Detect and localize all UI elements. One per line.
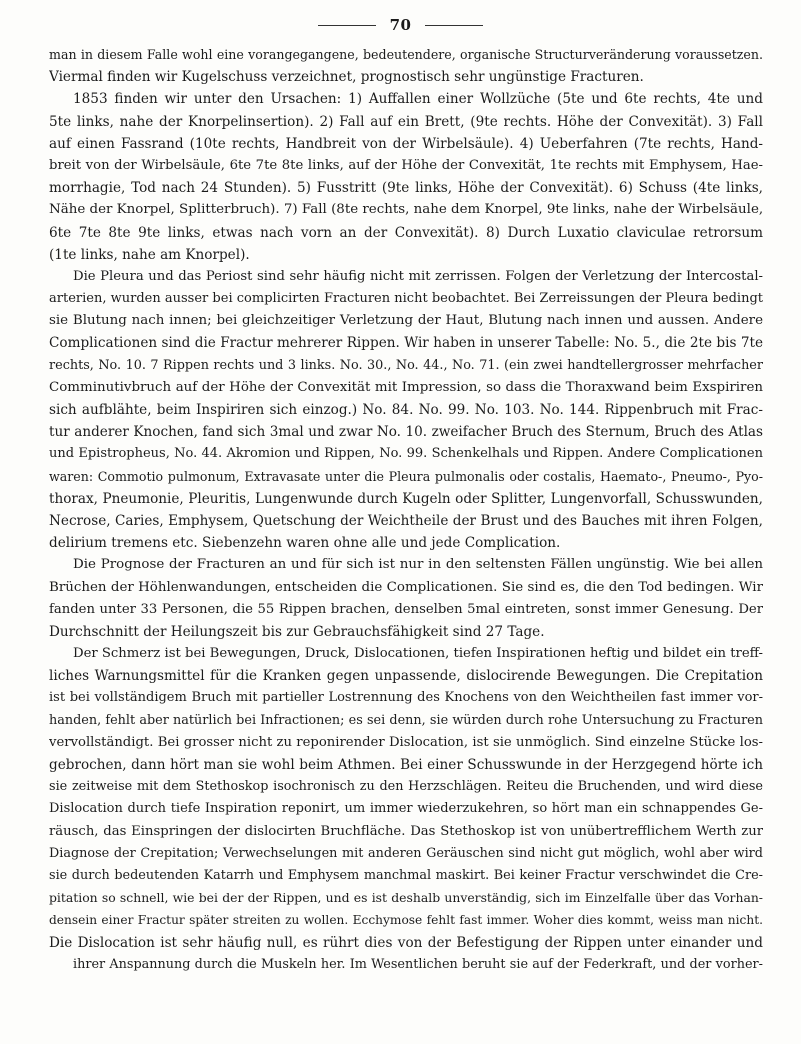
text-line: man in diesem Falle wohl eine vorangegangene, bedeutendere, organische Structurveränderung voraussetzen.: [49, 47, 763, 62]
text-line: 1853 finden wir unter den Ursachen: 1) Auffallen einer Wollzüche (5te und 6te rechts, 4te und: [73, 91, 763, 108]
text-line: gebrochen, dann hört man sie wohl beim Athmen. Bei einer Schusswunde in der Herzgegend hörte ich: [49, 757, 763, 773]
text-line: delirium tremens etc. Siebenzehn waren ohne alle und jede Complication.: [49, 535, 561, 552]
text-line: rechts, No. 10. 7 Rippen rechts und 3 links. No. 30., No. 44., No. 71. (ein zwei handtellergrosser mehrfacher: [49, 357, 763, 373]
text-line: 6te 7te 8te 9te links, etwas nach vorn an der Convexität). 8) Durch Luxatio claviculae retrorsum: [49, 224, 763, 241]
text-line: Brüchen der Höhlenwandungen, entscheiden die Complicationen. Sie sind es, die den Tod bedingen. Wir: [49, 579, 763, 595]
text-line: Viermal finden wir Kugelschuss verzeichnet, prognostisch sehr ungünstige Fracturen.: [49, 69, 644, 86]
text-line: Dislocation durch tiefe Inspiration reponirt, um immer wiederzukehren, so hört man ein schnappendes Ge-: [49, 801, 763, 817]
text-line: sich aufblähte, beim Inspiriren sich einzog.) No. 84. No. 99. No. 103. No. 144. Rippenbruch mit Frac-: [49, 402, 763, 418]
text-line: räusch, das Einspringen der dislocirten Bruchfläche. Das Stethoskop ist von unübertrefflichem Werth zur: [49, 823, 763, 839]
header-rule-left: [318, 25, 376, 26]
text-line: pitation so schnell, wie bei der der Rippen, und es ist deshalb unverständig, sich im Einzelfalle über das Vorhan-: [49, 890, 763, 906]
text-line: Die Pleura und das Periost sind sehr häufig nicht mit zerrissen. Folgen der Verletzung der Intercostal-: [73, 268, 763, 284]
text-line: Comminutivbruch auf der Höhe der Convexität mit Impression, so dass die Thoraxwand beim Exspiriren: [49, 379, 763, 395]
text-line: Nähe der Knorpel, Splitterbruch). 7) Fall (8te rechts, nahe dem Knorpel, 9te links, nahe der Wirbelsäule,: [49, 202, 763, 218]
text-line: Die Dislocation ist sehr häufig null, es rührt dies von der Befestigung der Rippen unter einander und: [49, 934, 763, 951]
text-line: und Epistropheus, No. 44. Akromion und Rippen, No. 99. Schenkelhals und Rippen. Andere Complicationen: [49, 446, 763, 462]
text-line: vervollständigt. Bei grosser nicht zu reponirender Dislocation, ist sie unmöglich. Sind einzelne Stücke los-: [49, 734, 763, 750]
text-line: ihrer Anspannung durch die Muskeln her. Im Wesentlichen beruht sie auf der Federkraft, und der vorher-: [73, 956, 763, 972]
text-line: [49, 976, 763, 998]
text-line: arterien, wurden ausser bei complicirten Fracturen nicht beobachtet. Bei Zerreissungen der Pleura bedingt: [49, 291, 763, 307]
text-line: 5te links, nahe der Knorpelinsertion). 2) Fall auf ein Brett, (9te rechts. Höhe der Convexität). 3) Fall: [49, 113, 763, 130]
text-line: sie durch bedeutenden Katarrh und Emphysem manchmal maskirt. Bei keiner Fractur verschwindet die Cre-: [49, 867, 763, 883]
text-line: Diagnose der Crepitation; Verwechselungen mit anderen Geräuschen sind nicht gut möglich, wohl aber wird: [49, 845, 763, 861]
text-line: breit von der Wirbelsäule, 6te 7te 8te links, auf der Höhe der Convexität, 1te rechts mit Emphysem, Hae-: [49, 157, 763, 173]
text-line: Complicationen sind die Fractur mehrerer Rippen. Wir haben in unserer Tabelle: No. 5., die 2te bis 7te: [49, 335, 763, 352]
text-line: Necrose, Caries, Emphysem, Quetschung der Weichtheile der Brust und des Bauches mit ihren Folgen,: [49, 512, 763, 529]
text-line: thorax, Pneumonie, Pleuritis, Lungenwunde durch Kugeln oder Splitter, Lungenvorfall, Schusswunden,: [49, 490, 763, 507]
text-line: Der Schmerz ist bei Bewegungen, Druck, Dislocationen, tiefen Inspirationen heftig und bildet ein treff-: [73, 646, 763, 662]
text-line: (1te links, nahe am Knorpel).: [49, 246, 250, 263]
text-line: Die Prognose der Fracturen an und für sich ist nur in den seltensten Fällen ungünstig. Wie bei allen: [73, 557, 763, 573]
text-line: tur anderer Knochen, fand sich 3mal und zwar No. 10. zweifacher Bruch des Sternum, Bruch des Atlas: [49, 424, 763, 441]
text-line: ist bei vollständigem Bruch mit partieller Lostrennung des Knochens von den Weichtheilen fast immer vor-: [49, 690, 763, 706]
text-line: auf einen Fassrand (10te rechts, Handbreit von der Wirbelsäule). 4) Ueberfahren (7te rechts, Hand-: [49, 135, 763, 152]
text-line: Durchschnitt der Heilungszeit bis zur Gebrauchsfähigkeit sind 27 Tage.: [49, 623, 545, 640]
text-line: sie Blutung nach innen; bei gleichzeitiger Verletzung der Haut, Blutung nach innen und aussen. Andere: [49, 313, 763, 329]
text-line: liches Warnungsmittel für die Kranken gegen unpassende, dislocirende Bewegungen. Die Crepitation: [49, 668, 763, 685]
text-line: morrhagie, Tod nach 24 Stunden). 5) Fusstritt (9te links, Höhe der Convexität). 6) Schuss (4te links,: [49, 180, 763, 197]
text-line: handen, fehlt aber natürlich bei Infractionen; es sei denn, sie würden durch rohe Untersuchung zu Fracturen: [49, 712, 763, 728]
page-number: 70: [389, 16, 412, 34]
header-rule-right: [425, 25, 483, 26]
text-line: densein einer Fractur später streiten zu wollen. Ecchymose fehlt fast immer. Woher dies kommt, weiss man nicht.: [49, 913, 763, 928]
text-line: fanden unter 33 Personen, die 55 Rippen brachen, denselben 5mal eintreten, sonst immer Genesung. Der: [49, 601, 763, 617]
body-text: [49, 44, 763, 998]
text-line: sie zeitweise mit dem Stethoskop isochronisch zu den Herzschlägen. Reiteu die Bruchenden, und wird diese: [49, 779, 763, 795]
page-header: [0, 12, 801, 38]
text-line: waren: Commotio pulmonum, Extravasate unter die Pleura pulmonalis oder costalis, Haemato-, Pneumo-, Pyo-: [49, 468, 763, 484]
